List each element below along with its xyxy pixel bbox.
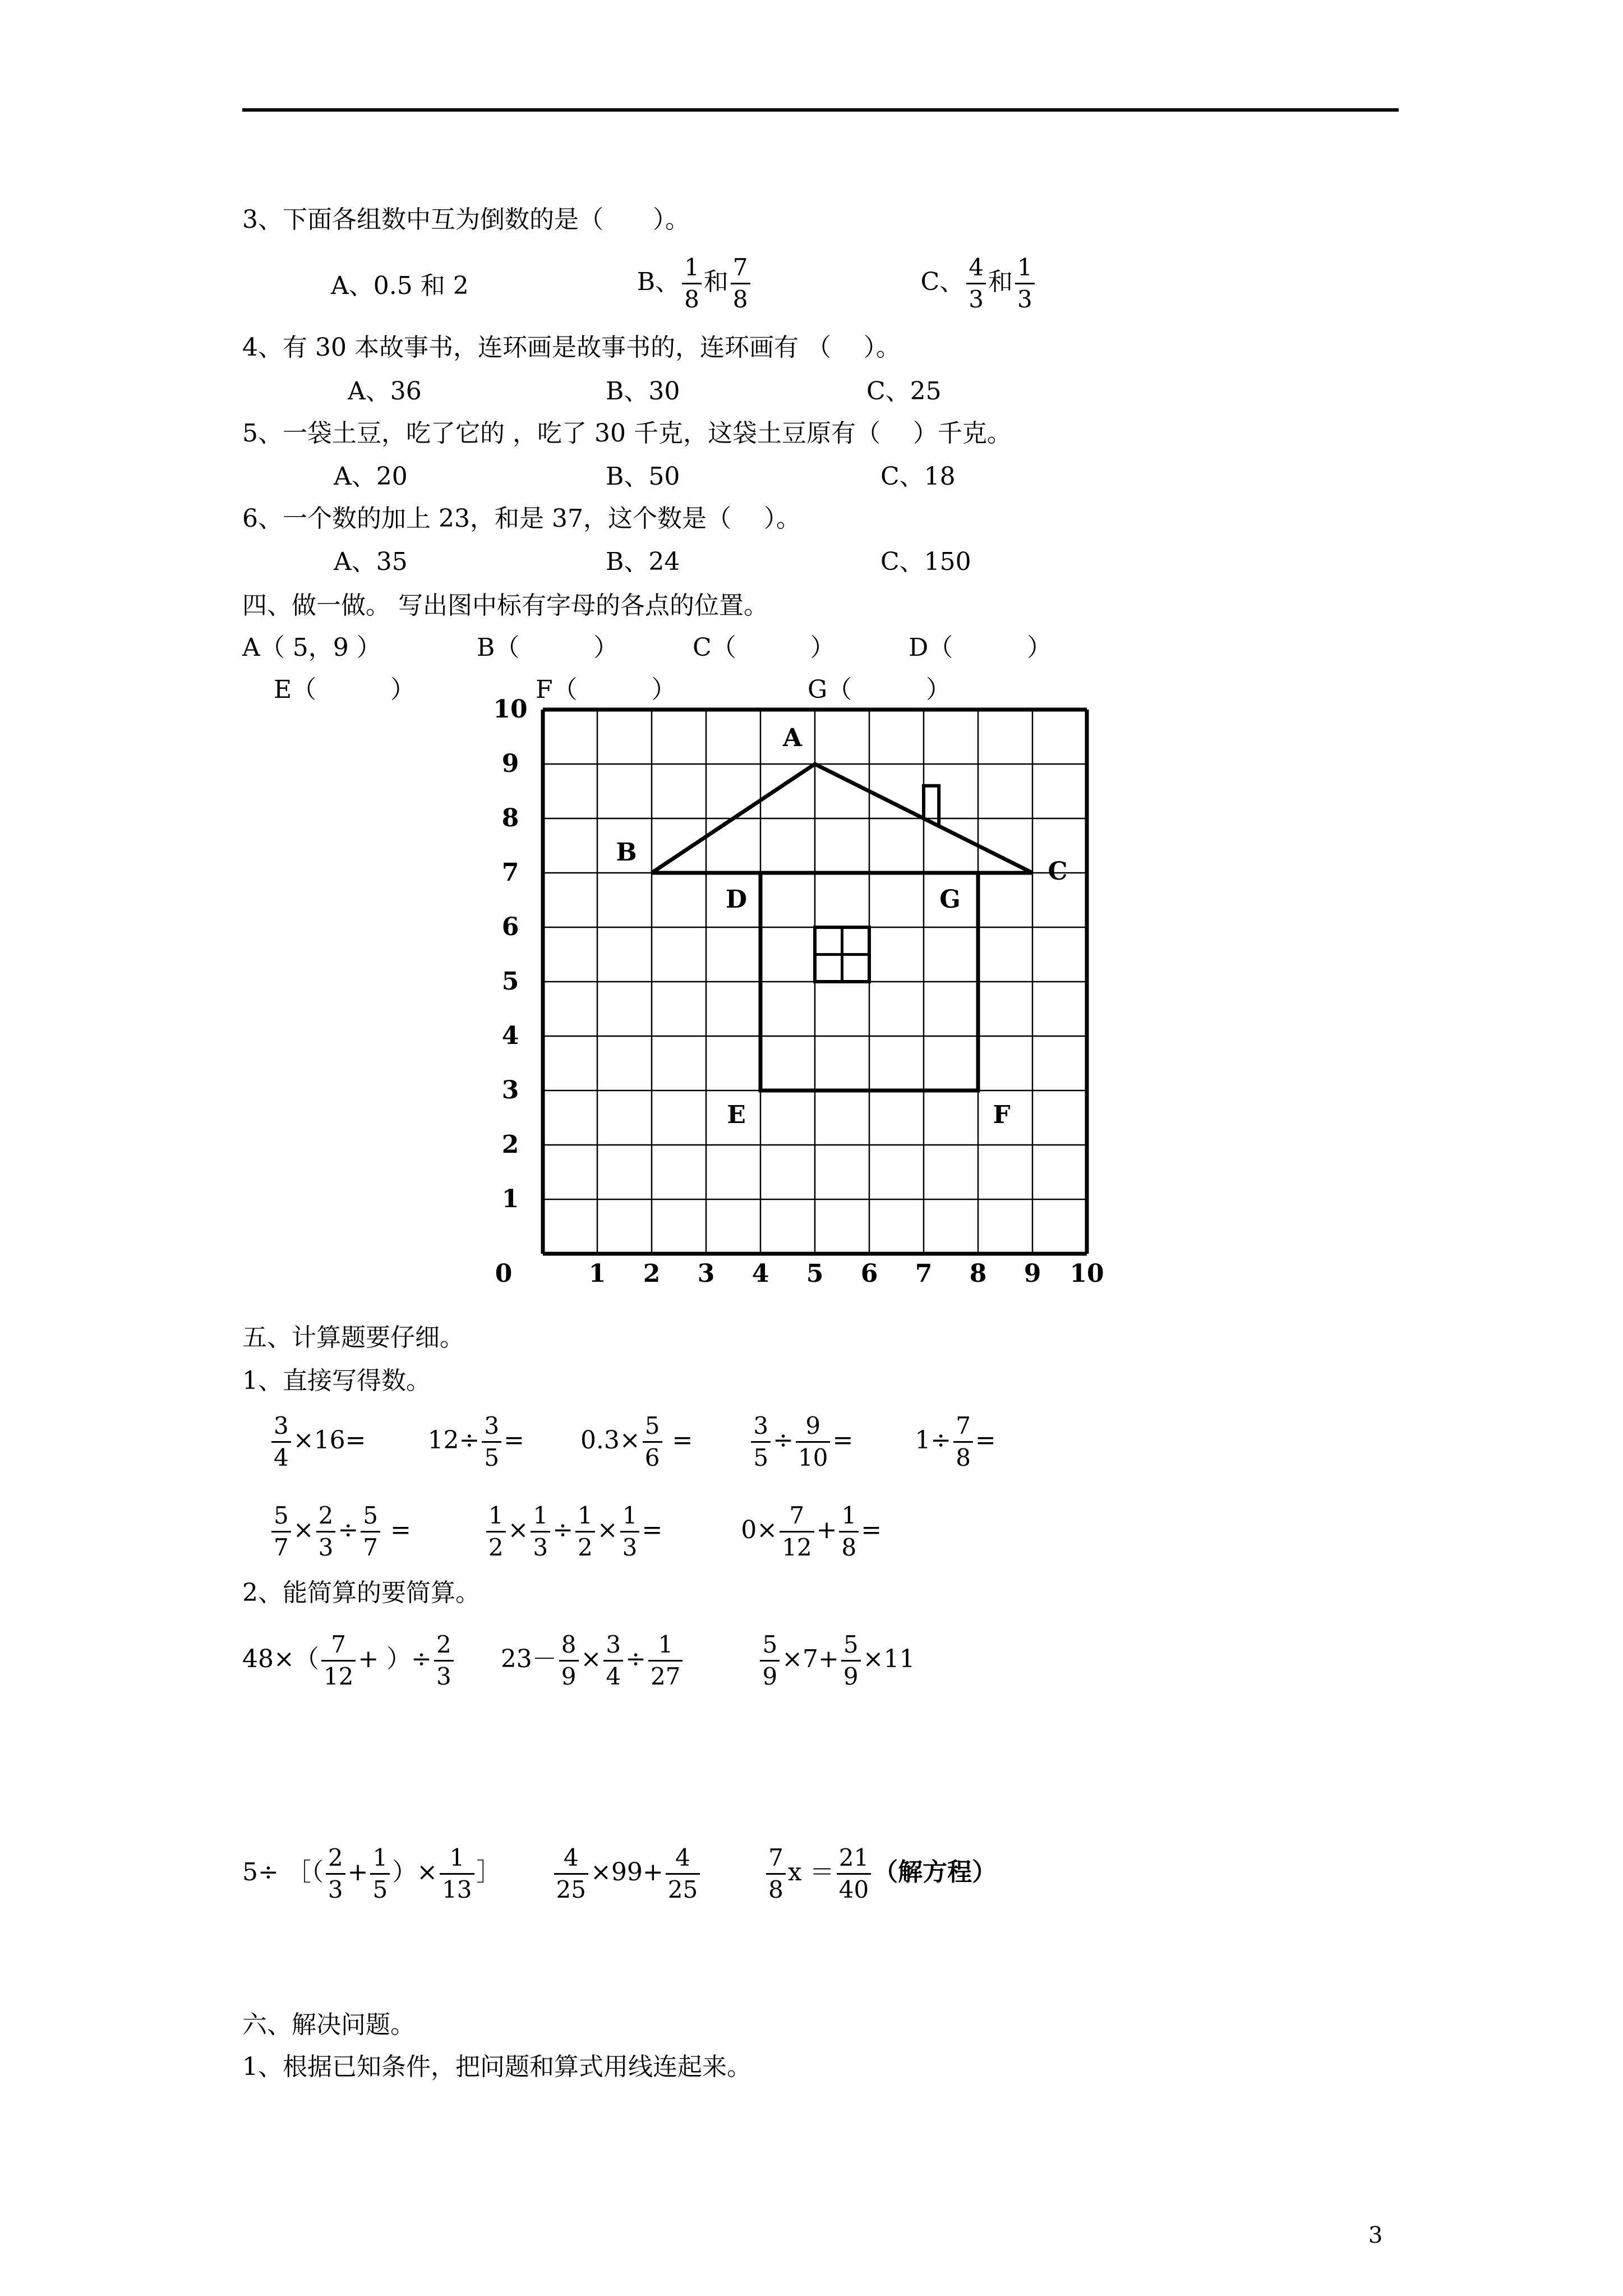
y-tick-label: 3: [501, 1076, 519, 1105]
point-answer-g: G（ ）: [808, 675, 951, 704]
section4-title: 四、做一做。 写出图中标有字母的各点的位置。: [242, 591, 768, 620]
y-tick-label: 10: [493, 695, 528, 724]
y-tick-label: 2: [501, 1130, 519, 1159]
section6-title: 六、解决问题。: [242, 2010, 415, 2039]
fraction: $\frac{2}{3}$: [434, 1630, 454, 1692]
fraction: $\frac{4}{25}$: [554, 1843, 588, 1905]
coordinate-grid-figure: [482, 695, 1127, 1318]
fraction: $\frac{4}{3}$: [966, 252, 986, 315]
q5-stem: 5、一袋土豆，吃了它的 ，吃了 30 千克，这袋土豆原有（ ）千克。: [242, 419, 1012, 448]
y-tick-label: 8: [501, 804, 519, 832]
q5-option-a: A、20: [334, 462, 408, 491]
fraction: $\frac{5}{6}$: [643, 1411, 662, 1473]
q3-options: [331, 247, 1037, 320]
y-tick-label: 6: [501, 913, 519, 941]
point-label-a: A: [782, 724, 803, 752]
q4-option-b: B、30: [606, 377, 680, 406]
q3-option-a: A、0.5 和 2: [331, 272, 469, 300]
q6-stem: 6、一个数的加上 23，和是 37，这个数是（ ）。: [242, 504, 801, 533]
fraction: $\frac{7}{12}$: [321, 1630, 356, 1692]
expr: $\frac{5}{9}$ ×7+ $\frac{5}{9}$ ×11: [758, 1630, 915, 1692]
section5-title: 五、计算题要仔细。: [242, 1323, 464, 1352]
fraction: $\frac{5}{9}$: [841, 1630, 861, 1692]
point-answer-f: F（ ）: [536, 675, 676, 704]
x-tick-label: 9: [1023, 1259, 1041, 1288]
fraction: $\frac{5}{9}$: [760, 1630, 780, 1692]
point-answer-d: D（ ）: [909, 633, 1052, 662]
point-label-c: C: [1048, 857, 1068, 886]
fraction: $\frac{3}{5}$: [751, 1411, 771, 1473]
expr: 0.3× $\frac{5}{6}$ =: [580, 1411, 693, 1473]
expr: $\frac{3}{5}$ ÷ $\frac{9}{10}$ =: [749, 1411, 853, 1473]
fraction: $\frac{3}{5}$: [482, 1411, 501, 1473]
point-label-g: G: [939, 885, 961, 914]
expr: 48×（ $\frac{7}{12}$ + ）÷ $\frac{2}{3}$: [242, 1630, 456, 1692]
fraction: $\frac{5}{7}$: [271, 1501, 291, 1563]
x-tick-label: 5: [806, 1259, 824, 1288]
fraction: $\frac{3}{4}$: [603, 1630, 623, 1692]
equation-note: （解方程）: [873, 1857, 997, 1887]
expr: 12÷ $\frac{3}{5}$ =: [427, 1411, 524, 1473]
point-label-f: F: [993, 1101, 1011, 1129]
calc2-row1: [242, 1624, 915, 1697]
fraction: $\frac{5}{7}$: [361, 1501, 380, 1563]
expr: 5÷ ［（ $\frac{2}{3}$ + $\frac{1}{5}$ ）× $\frac{1}{13}$ ］: [242, 1843, 501, 1905]
point-label-b: B: [616, 838, 637, 867]
fraction: $\frac{9}{10}$: [796, 1411, 830, 1473]
x-tick-label: 10: [1069, 1259, 1104, 1288]
q3-option-b: B、 $\frac{1}{8}$ 和 $\frac{7}{8}$: [637, 252, 753, 315]
x-tick-label: 3: [697, 1259, 715, 1288]
fraction: $\frac{1}{8}$: [682, 252, 702, 315]
fraction: $\frac{4}{25}$: [666, 1843, 700, 1905]
section5-sub1: 1、直接写得数。: [242, 1366, 431, 1395]
q3-option-c: C、 $\frac{4}{3}$ 和 $\frac{1}{3}$: [921, 252, 1037, 315]
y-tick-label: 7: [501, 858, 519, 887]
fraction: $\frac{7}{8}$: [953, 1411, 973, 1473]
header-rule: [242, 108, 1399, 112]
x-tick-label: 8: [969, 1259, 987, 1288]
calc1-row2: [269, 1495, 882, 1568]
fraction: $\frac{3}{4}$: [271, 1411, 291, 1473]
fraction: $\frac{1}{27}$: [648, 1630, 683, 1692]
q4-option-a: A、36: [348, 377, 422, 406]
expr: $\frac{1}{2}$ × $\frac{1}{3}$ ÷ $\frac{1}{2}$ × $\frac{1}{3}$ =: [484, 1501, 662, 1563]
fraction: $\frac{1}{2}$: [575, 1501, 595, 1563]
point-answer-e: E（ ）: [274, 675, 416, 704]
q6-option-b: B、24: [606, 547, 680, 576]
point-answer-a: A（ 5，9 ）: [242, 633, 381, 662]
q6-option-c: C、150: [880, 547, 971, 576]
fraction: $\frac{1}{8}$: [839, 1501, 859, 1563]
y-tick-label: 1: [501, 1185, 519, 1213]
y-tick-label: 5: [501, 967, 519, 996]
fraction: $\frac{1}{13}$: [440, 1843, 474, 1905]
section6-sub1: 1、根据已知条件，把问题和算式用线连起来。: [242, 2053, 751, 2081]
point-label-d: D: [725, 885, 748, 914]
q6-option-a: A、35: [334, 547, 408, 576]
page-number: 3: [1368, 2223, 1383, 2248]
x-tick-label: 0: [495, 1259, 513, 1288]
q5-option-b: B、50: [606, 462, 680, 491]
calc1-row1: [269, 1405, 996, 1478]
fraction: $\frac{1}{3}$: [531, 1501, 550, 1563]
x-tick-label: 7: [915, 1259, 933, 1288]
fraction: $\frac{1}{2}$: [486, 1501, 506, 1563]
section5-sub2: 2、能简算的要简算。: [242, 1579, 480, 1607]
x-tick-label: 4: [751, 1259, 769, 1288]
q5-option-c: C、18: [880, 462, 956, 491]
fraction: $\frac{7}{12}$: [780, 1501, 814, 1563]
expr: $\frac{4}{25}$ ×99+ $\frac{4}{25}$: [552, 1843, 703, 1905]
q4-stem: 4、有 30 本故事书，连环画是故事书的，连环画有 （ ）。: [242, 333, 901, 362]
expr: $\frac{5}{7}$ × $\frac{2}{3}$ ÷ $\frac{5}{7}$ =: [269, 1501, 411, 1563]
fraction: $\frac{2}{3}$: [316, 1501, 336, 1563]
fraction: $\frac{7}{8}$: [731, 252, 750, 315]
q4-option-c: C、25: [866, 377, 942, 406]
expr: 0× $\frac{7}{12}$ + $\frac{1}{8}$ =: [741, 1501, 882, 1563]
expr: 23－ $\frac{8}{9}$ × $\frac{3}{4}$ ÷ $\frac{1}{27}$: [501, 1630, 685, 1692]
fraction: $\frac{21}{40}$: [837, 1843, 871, 1905]
expr: $\frac{7}{8}$ x ＝ $\frac{21}{40}$ （解方程）: [764, 1843, 997, 1905]
y-tick-label: 9: [501, 749, 519, 778]
point-answer-c: C（ ）: [693, 633, 835, 662]
fraction: $\frac{1}{3}$: [1015, 252, 1035, 315]
x-tick-label: 1: [588, 1259, 606, 1288]
calc2-row2: [242, 1837, 997, 1910]
expr: 1÷ $\frac{7}{8}$ =: [915, 1411, 995, 1473]
fraction: $\frac{8}{9}$: [559, 1630, 579, 1692]
fraction: $\frac{2}{3}$: [326, 1843, 345, 1905]
expr: $\frac{3}{4}$ ×16=: [269, 1411, 366, 1473]
x-tick-label: 6: [860, 1259, 878, 1288]
fraction: $\frac{7}{8}$: [766, 1843, 786, 1905]
y-tick-label: 4: [501, 1022, 519, 1050]
point-label-e: E: [727, 1101, 746, 1129]
x-tick-label: 2: [643, 1259, 661, 1288]
q3-stem: 3、下面各组数中互为倒数的是（ ）。: [242, 205, 690, 234]
fraction: $\frac{1}{5}$: [370, 1843, 390, 1905]
fraction: $\frac{1}{3}$: [620, 1501, 640, 1563]
point-answer-b: B（ ）: [477, 633, 619, 662]
